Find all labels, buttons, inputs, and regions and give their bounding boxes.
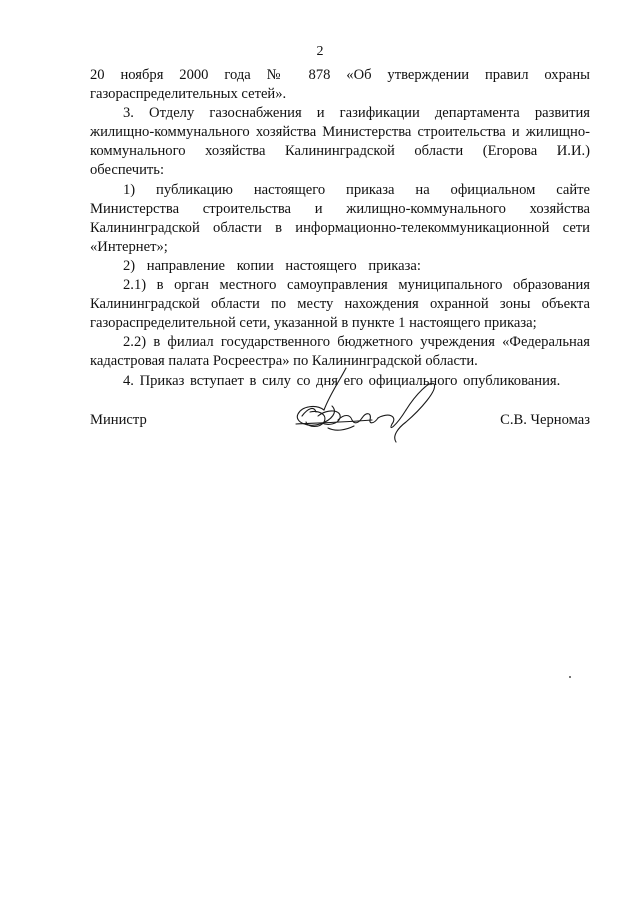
signer-name: С.В. Черномаз bbox=[500, 412, 590, 428]
paragraph-line: кадастровая палата Росреестра» по Калининградской области. bbox=[90, 353, 478, 370]
paragraph-line: обеспечить: bbox=[90, 162, 165, 179]
document-body bbox=[90, 66, 590, 391]
signature-block bbox=[90, 412, 590, 436]
paragraph-line: 4. Приказ вступает в силу со дня его официального опубликования. bbox=[123, 372, 561, 389]
paragraph-line: Министерства строительства и жилищно-коммунального хозяйства bbox=[90, 200, 590, 217]
paragraph-line: жилищно-коммунального хозяйства Министерства строительства и жилищно- bbox=[90, 124, 590, 141]
paragraph-line: газораспределительной сети, указанной в пункте 1 настоящего приказа; bbox=[90, 315, 537, 332]
paragraph-line: 2.1) в орган местного самоуправления муниципального образования bbox=[123, 277, 590, 294]
paragraph-line: газораспределительных сетей». bbox=[90, 86, 287, 103]
paragraph-line: Калининградской области в информационно-телекоммуникационной сети bbox=[90, 219, 590, 236]
paragraph-line: 2.2) в филиал государственного бюджетного учреждения «Федеральная bbox=[123, 334, 590, 351]
paragraph-line: 20 ноября 2000 года № 878 «Об утверждении правил охраны bbox=[90, 67, 590, 83]
page-number: 2 bbox=[316, 44, 324, 59]
paragraph-line: «Интернет»; bbox=[90, 238, 168, 255]
paragraph-line: 1) публикацию настоящего приказа на официальном сайте bbox=[123, 181, 590, 198]
paragraph-line: 2) направление копии настоящего приказа: bbox=[123, 257, 421, 274]
signer-title: Министр bbox=[90, 412, 147, 428]
paragraph-line: коммунального хозяйства Калининградской области (Егорова И.И.) bbox=[90, 143, 590, 160]
scan-speck bbox=[569, 676, 571, 678]
paragraph-line: 3. Отделу газоснабжения и газификации департамента развития bbox=[123, 105, 590, 122]
paragraph-line: Калининградской области по месту нахождения охранной зоны объекта bbox=[90, 296, 590, 313]
